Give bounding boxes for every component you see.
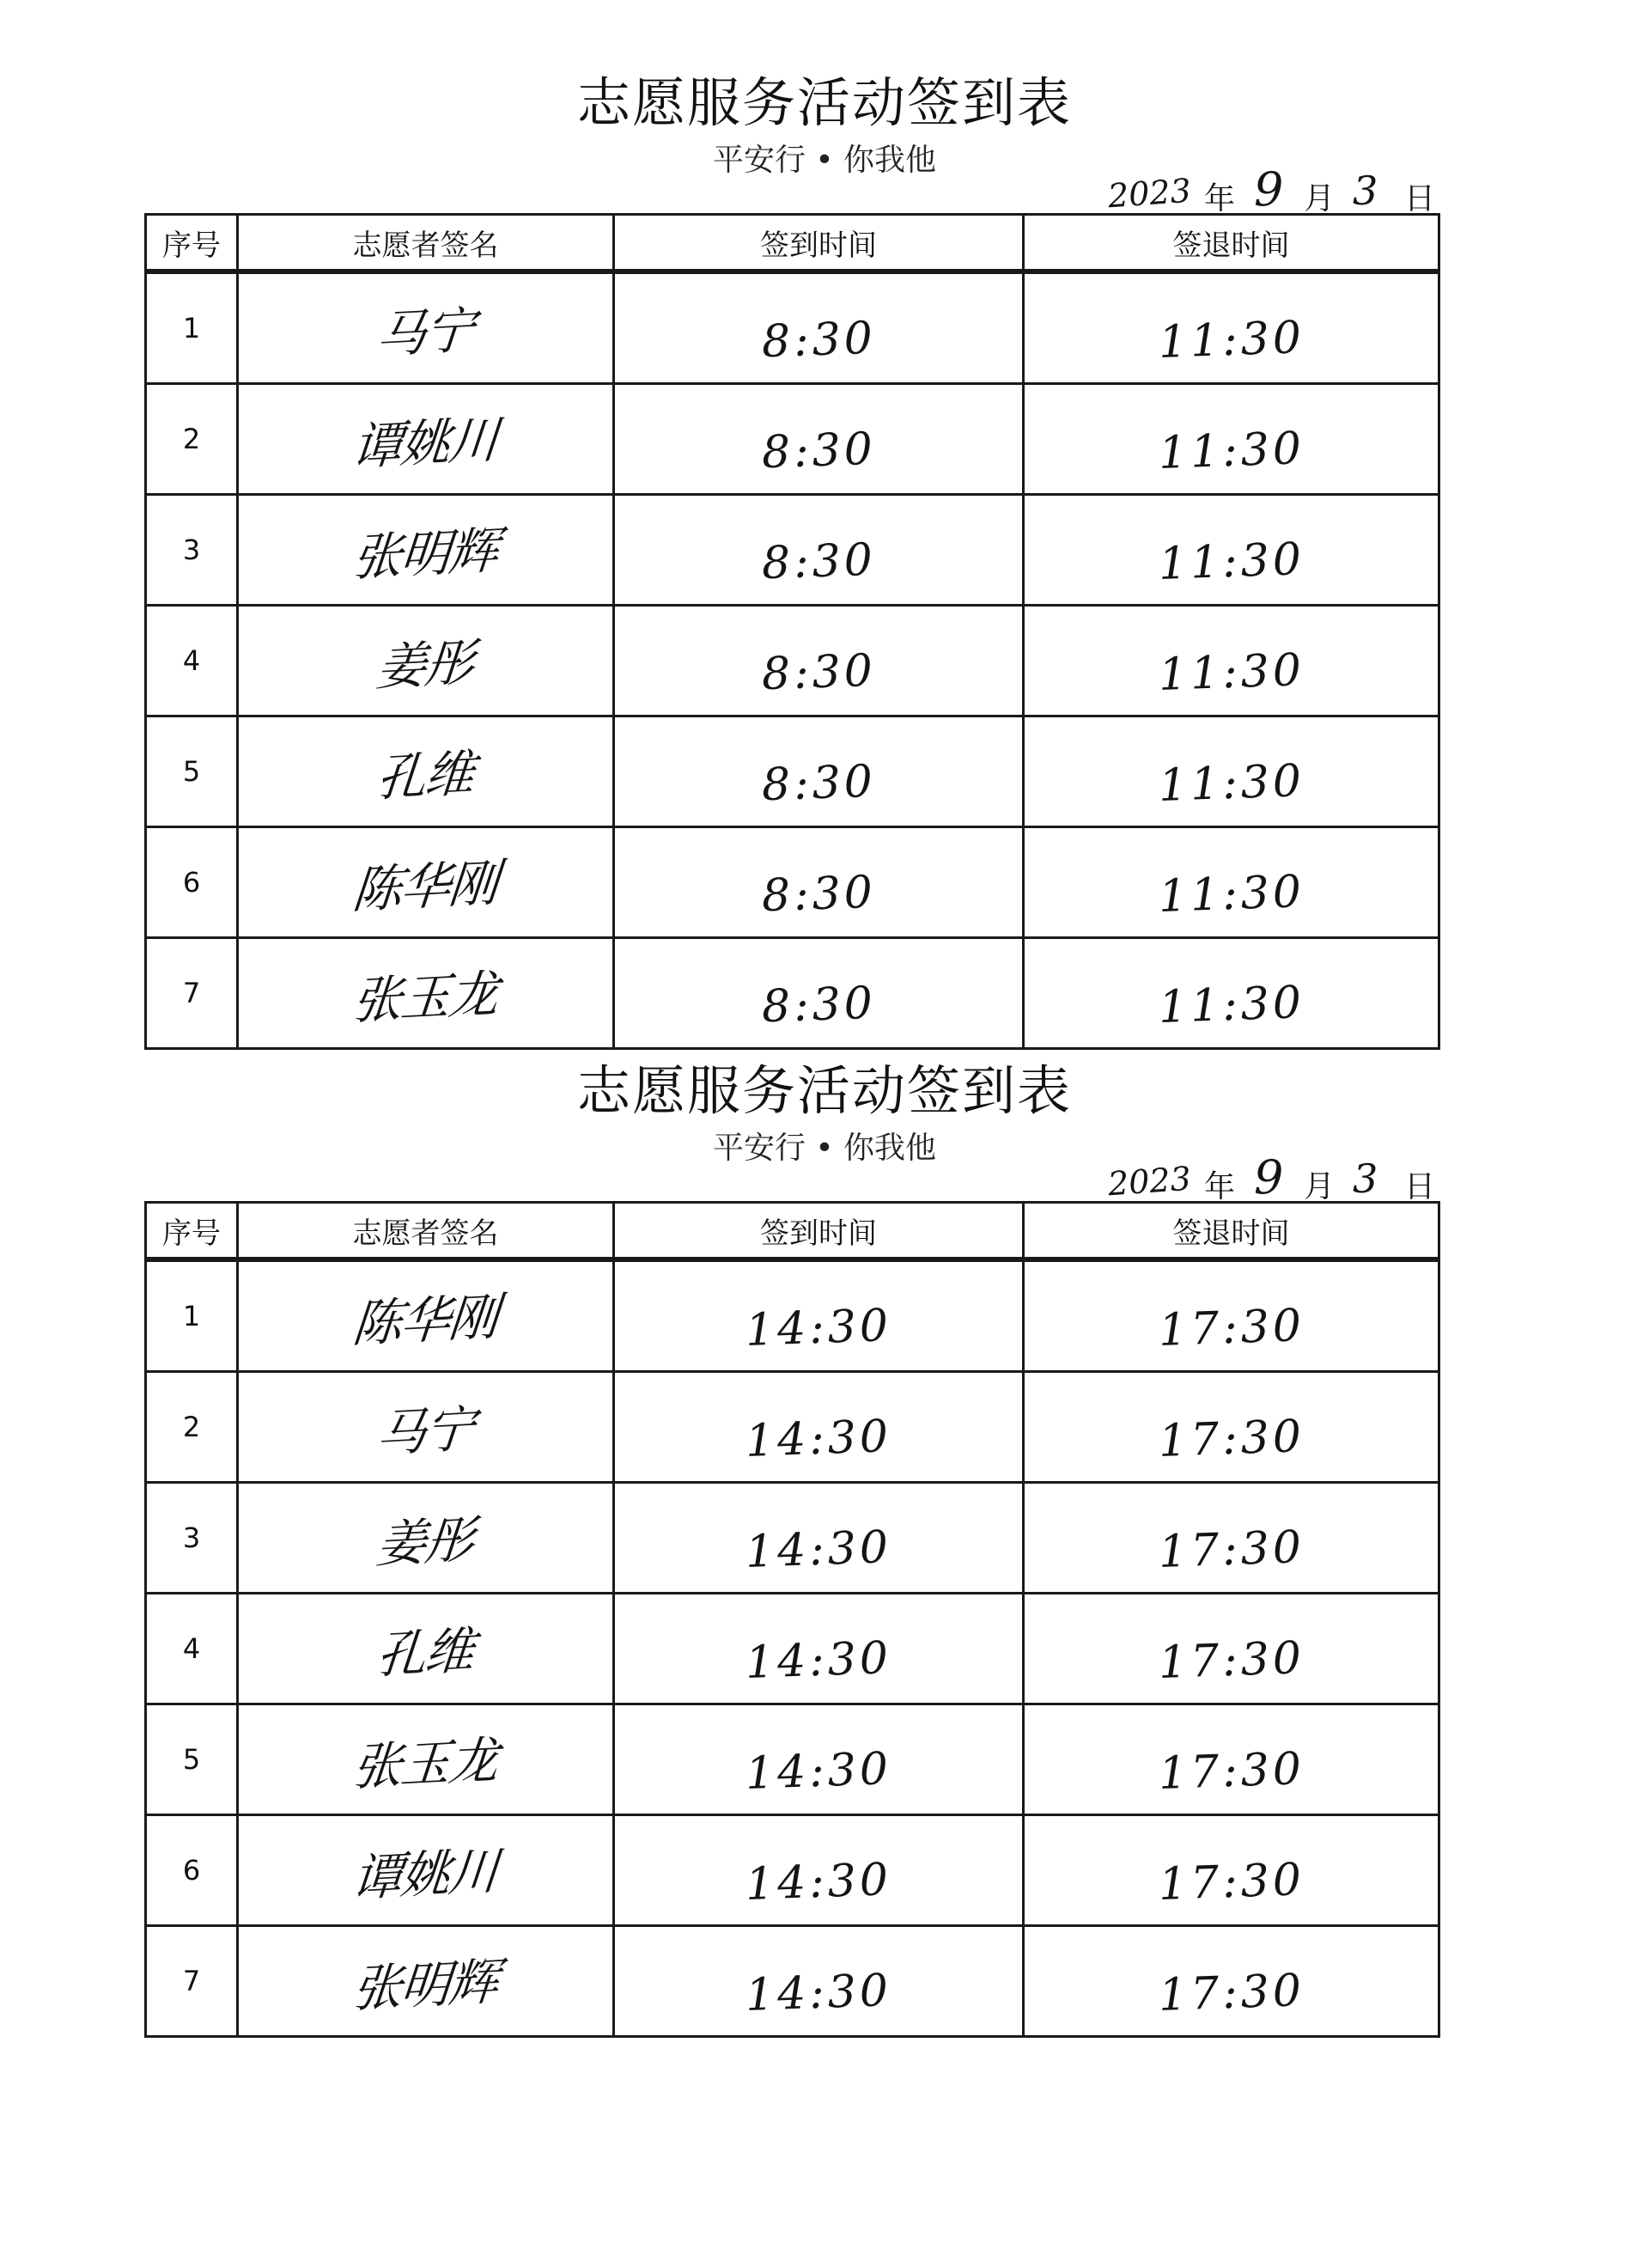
checkout-time: 11:30 — [1157, 977, 1305, 1033]
checkout-cell — [1024, 1926, 1439, 2037]
row-no: 7 — [146, 938, 238, 1049]
checkin-time: 8:30 — [760, 755, 877, 812]
header-signature: 志愿者签名 — [238, 1203, 614, 1260]
checkin-cell — [614, 495, 1024, 606]
checkin-time: 8:30 — [760, 644, 877, 701]
date-day: 3 — [1353, 1155, 1378, 1202]
header-checkin: 签到时间 — [614, 1203, 1024, 1260]
signature: 张明辉 — [350, 1952, 500, 2019]
date-line — [1106, 1150, 1451, 1204]
signature: 马宁 — [374, 1399, 476, 1464]
row-no: 1 — [146, 271, 238, 384]
signature-cell — [238, 1926, 614, 2037]
checkout-cell — [1024, 495, 1439, 606]
header-checkout: 签退时间 — [1024, 1203, 1439, 1260]
signature: 马宁 — [374, 300, 476, 365]
table-row — [146, 827, 1439, 938]
date-month: 9 — [1254, 1150, 1284, 1204]
signature-cell — [238, 384, 614, 495]
header-checkout: 签退时间 — [1024, 215, 1439, 272]
sheet-title: 志愿服务活动签到表 — [576, 1059, 1072, 1122]
date-year-unit: 年 — [1204, 1169, 1236, 1204]
table-header-row — [146, 215, 1439, 272]
checkout-time: 11:30 — [1157, 755, 1305, 812]
checkin-cell — [614, 1704, 1024, 1815]
checkout-time: 11:30 — [1157, 312, 1305, 369]
signature: 张玉龙 — [350, 1730, 500, 1797]
signature-cell — [238, 606, 614, 716]
checkout-time: 11:30 — [1157, 644, 1305, 701]
signature-cell — [238, 1483, 614, 1594]
checkout-cell — [1024, 827, 1439, 938]
signature: 孔维 — [374, 1620, 476, 1686]
date-month-unit: 月 — [1304, 1169, 1336, 1204]
checkin-cell — [614, 1926, 1024, 2037]
checkout-cell — [1024, 606, 1439, 716]
signature: 张玉龙 — [350, 964, 500, 1031]
date-month: 9 — [1254, 162, 1284, 216]
sheet-subtitle: 平安行 • 你我他 — [712, 1131, 937, 1166]
checkin-cell — [614, 1372, 1024, 1483]
signature-cell — [238, 1704, 614, 1815]
checkin-cell — [614, 1594, 1024, 1704]
checkout-cell — [1024, 1594, 1439, 1704]
checkin-time: 14:30 — [745, 1521, 892, 1578]
row-no: 4 — [146, 606, 238, 716]
row-no: 6 — [146, 1815, 238, 1926]
checkin-cell — [614, 384, 1024, 495]
table-row — [146, 1926, 1439, 2037]
signature-cell — [238, 1594, 614, 1704]
checkin-cell — [614, 827, 1024, 938]
checkin-cell — [614, 606, 1024, 716]
date-line — [1106, 162, 1451, 216]
checkin-time: 14:30 — [745, 1632, 892, 1689]
signature: 姜彤 — [374, 632, 476, 698]
checkout-time: 17:30 — [1157, 1632, 1305, 1689]
table-row — [146, 495, 1439, 606]
table-row — [146, 271, 1439, 384]
checkout-cell — [1024, 384, 1439, 495]
date-day: 3 — [1353, 168, 1378, 214]
table-row — [146, 1815, 1439, 1926]
signature: 陈华刚 — [350, 1287, 500, 1354]
signature: 谭姚川 — [350, 410, 500, 477]
checkout-cell — [1024, 1372, 1439, 1483]
checkin-time: 14:30 — [745, 1743, 892, 1800]
date-year: 2023 — [1106, 171, 1193, 216]
signature: 孔维 — [374, 743, 476, 808]
signature-cell — [238, 271, 614, 384]
table-row — [146, 1259, 1439, 1372]
checkout-time: 17:30 — [1157, 1521, 1305, 1578]
checkin-time: 8:30 — [760, 533, 877, 590]
checkin-cell — [614, 1483, 1024, 1594]
checkout-time: 17:30 — [1157, 1743, 1305, 1800]
sign-in-table — [144, 1201, 1440, 2038]
checkin-time: 8:30 — [760, 312, 877, 369]
checkout-time: 17:30 — [1157, 1965, 1305, 2021]
row-no: 2 — [146, 384, 238, 495]
signature-cell — [238, 716, 614, 827]
header-no: 序号 — [146, 1203, 238, 1260]
row-no: 3 — [146, 495, 238, 606]
date-month-unit: 月 — [1304, 181, 1336, 216]
header-checkin: 签到时间 — [614, 215, 1024, 272]
row-no: 5 — [146, 716, 238, 827]
signature-cell — [238, 1815, 614, 1926]
date-year: 2023 — [1106, 1159, 1193, 1204]
row-no: 6 — [146, 827, 238, 938]
checkout-time: 11:30 — [1157, 533, 1305, 590]
date-day-unit: 日 — [1404, 1169, 1436, 1204]
signature-cell — [238, 1372, 614, 1483]
table-row — [146, 1372, 1439, 1483]
checkout-time: 17:30 — [1157, 1411, 1305, 1467]
checkin-cell — [614, 1259, 1024, 1372]
signature: 谭姚川 — [350, 1841, 500, 1908]
row-no: 4 — [146, 1594, 238, 1704]
checkin-cell — [614, 271, 1024, 384]
signature-cell — [238, 495, 614, 606]
checkin-time: 14:30 — [745, 1300, 892, 1357]
row-no: 7 — [146, 1926, 238, 2037]
row-no: 3 — [146, 1483, 238, 1594]
sign-in-table — [144, 213, 1440, 1050]
checkout-cell — [1024, 1483, 1439, 1594]
table-row — [146, 938, 1439, 1049]
checkin-time: 8:30 — [760, 423, 877, 479]
checkout-cell — [1024, 1259, 1439, 1372]
signature-cell — [238, 1259, 614, 1372]
signature: 姜彤 — [374, 1509, 476, 1575]
table-row — [146, 1483, 1439, 1594]
checkout-time: 17:30 — [1157, 1300, 1305, 1357]
table-row — [146, 1594, 1439, 1704]
date-year-unit: 年 — [1204, 181, 1236, 216]
signature: 张明辉 — [350, 521, 500, 588]
signature-cell — [238, 827, 614, 938]
checkout-cell — [1024, 1815, 1439, 1926]
checkout-time: 11:30 — [1157, 423, 1305, 479]
checkout-cell — [1024, 1704, 1439, 1815]
sheet-title: 志愿服务活动签到表 — [576, 71, 1072, 134]
checkin-time: 8:30 — [760, 866, 877, 923]
table-row — [146, 716, 1439, 827]
checkout-cell — [1024, 716, 1439, 827]
date-day-unit: 日 — [1404, 181, 1436, 216]
checkin-cell — [614, 1815, 1024, 1926]
checkout-time: 17:30 — [1157, 1854, 1305, 1911]
row-no: 1 — [146, 1259, 238, 1372]
row-no: 2 — [146, 1372, 238, 1483]
checkout-time: 11:30 — [1157, 866, 1305, 923]
checkin-time: 8:30 — [760, 977, 877, 1033]
checkin-cell — [614, 716, 1024, 827]
header-no: 序号 — [146, 215, 238, 272]
signature: 陈华刚 — [350, 853, 500, 920]
checkin-time: 14:30 — [745, 1854, 892, 1911]
signature-cell — [238, 938, 614, 1049]
checkout-cell — [1024, 938, 1439, 1049]
table-row — [146, 606, 1439, 716]
header-signature: 志愿者签名 — [238, 215, 614, 272]
table-header-row — [146, 1203, 1439, 1260]
checkin-time: 14:30 — [745, 1411, 892, 1467]
checkout-cell — [1024, 271, 1439, 384]
checkin-cell — [614, 938, 1024, 1049]
sheet-subtitle: 平安行 • 你我他 — [712, 143, 937, 178]
table-row — [146, 1704, 1439, 1815]
checkin-time: 14:30 — [745, 1965, 892, 2021]
row-no: 5 — [146, 1704, 238, 1815]
table-row — [146, 384, 1439, 495]
